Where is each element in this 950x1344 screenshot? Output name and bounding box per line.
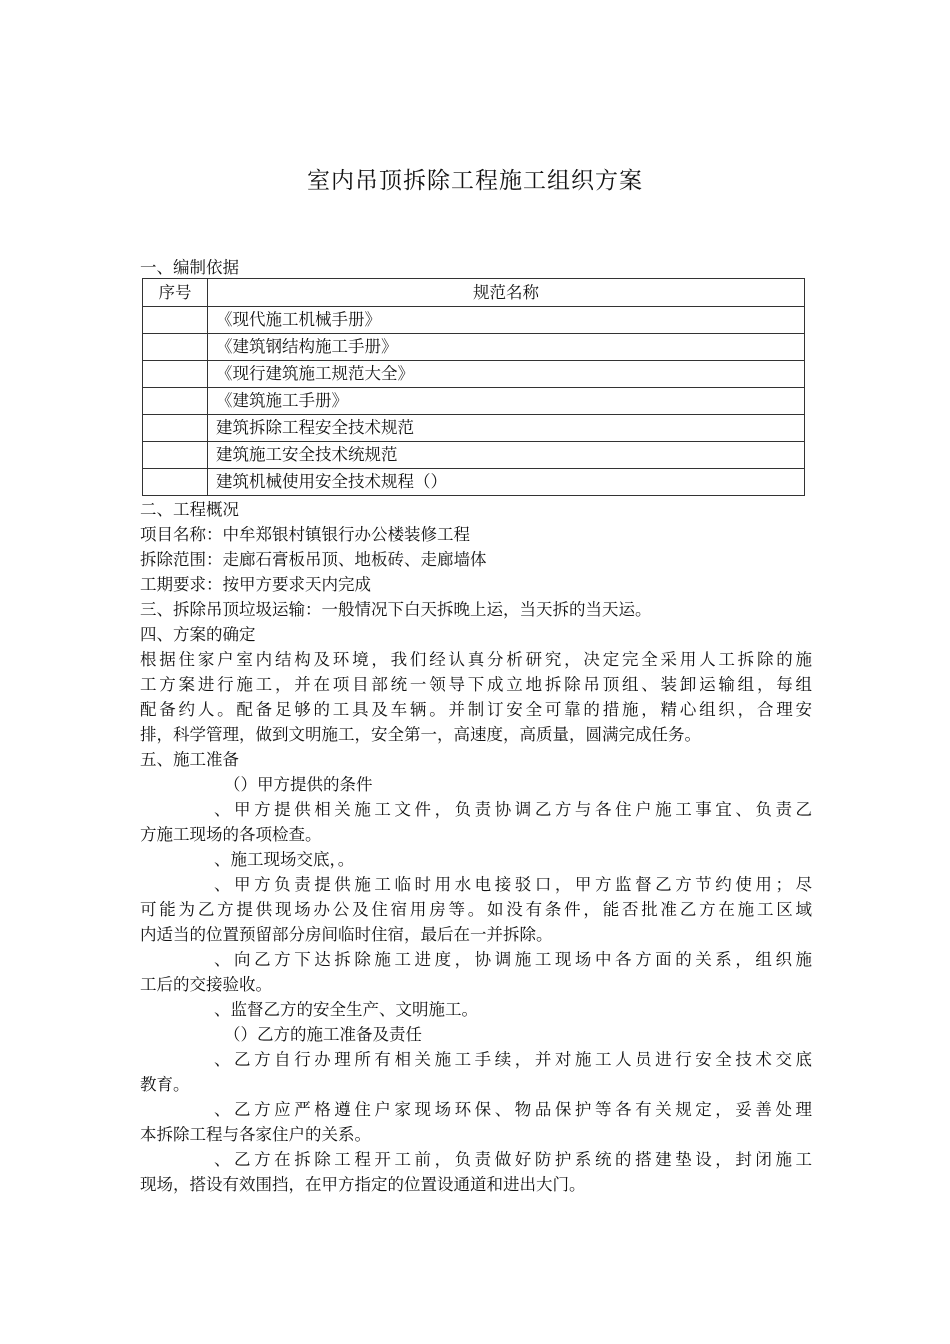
column-header-name: 规范名称 [208, 279, 805, 307]
text-line: 内适当的位置预留部分房间临时住宿，最后在一并拆除。 [140, 925, 553, 944]
text-line: 、监督乙方的安全生产、文明施工。 [214, 1000, 478, 1019]
table-cell-name: 《建筑钢结构施工手册》 [208, 334, 805, 361]
text-line: 、乙方应严格遵住户家现场环保、物品保护等各有关规定，妥善处理 [214, 1100, 812, 1119]
table-row [143, 388, 805, 415]
text-line: 、甲方负责提供施工临时用水电接驳口，甲方监督乙方节约使用；尽 [214, 875, 812, 894]
text-line: 、施工现场交底，。 [214, 850, 355, 869]
reference-table [142, 278, 805, 496]
subheading-party-a: （）甲方提供的条件 [224, 775, 373, 794]
table-cell-name: 《现行建筑施工规范大全》 [208, 361, 805, 388]
text-line: 配备约人。配备足够的工具及车辆。并制订安全可靠的措施，精心组织，合理安 [140, 700, 812, 719]
text-line: 教育。 [140, 1075, 190, 1094]
document-title: 室内吊顶拆除工程施工组织方案 [307, 168, 643, 194]
table-row [143, 334, 805, 361]
text-line: 工方案进行施工，并在项目部统一领导下成立地拆除吊顶组、装卸运输组，每组 [140, 675, 812, 694]
text-line: 工期要求：按甲方要求天内完成 [140, 575, 371, 594]
table-header-row [143, 279, 805, 307]
text-line: 方施工现场的各项检查。 [140, 825, 322, 844]
table-row [143, 442, 805, 469]
text-line: 可能为乙方提供现场办公及住宿用房等。如没有条件，能否批准乙方在施工区域 [140, 900, 812, 919]
table-row [143, 469, 805, 496]
table-cell-name: 建筑施工安全技术统规范 [208, 442, 805, 469]
subheading-party-b: （）乙方的施工准备及责任 [224, 1025, 422, 1044]
text-line: 本拆除工程与各家住户的关系。 [140, 1125, 371, 1144]
table-cell-name: 建筑机械使用安全技术规程（） [208, 469, 805, 496]
text-line: 排，科学管理，做到文明施工，安全第一，高速度，高质量，圆满完成任务。 [140, 725, 701, 744]
table-cell-name: 《建筑施工手册》 [208, 388, 805, 415]
section-heading-plan: 四、方案的确定 [140, 625, 256, 644]
text-line: 项目名称：中牟郑银村镇银行办公楼装修工程 [140, 525, 470, 544]
table-row [143, 307, 805, 334]
text-line: 、乙方自行办理所有相关施工手续，并对施工人员进行安全技术交底 [214, 1050, 812, 1069]
text-line: 现场，搭设有效围挡，在甲方指定的位置设通道和进出大门。 [140, 1175, 586, 1194]
column-header-number: 序号 [143, 279, 208, 307]
text-line: 、甲方提供相关施工文件，负责协调乙方与各住户施工事宜、负责乙 [214, 800, 812, 819]
table-cell-name: 建筑拆除工程安全技术规范 [208, 415, 805, 442]
text-line: 工后的交接验收。 [140, 975, 272, 994]
section-heading-basis: 一、编制依据 [140, 258, 239, 277]
table-row [143, 361, 805, 388]
text-line: 、向乙方下达拆除施工进度，协调施工现场中各方面的关系，组织施 [214, 950, 812, 969]
section-heading-transport: 三、拆除吊顶垃圾运输：一般情况下白天拆晚上运，当天拆的当天运。 [140, 600, 652, 619]
text-line: 根据住家户室内结构及环境，我们经认真分析研究，决定完全采用人工拆除的施 [140, 650, 812, 669]
table-cell-name: 《现代施工机械手册》 [208, 307, 805, 334]
text-line: 、乙方在拆除工程开工前，负责做好防护系统的搭建垫设，封闭施工 [214, 1150, 812, 1169]
section-heading-overview: 二、工程概况 [140, 500, 239, 519]
table-row [143, 415, 805, 442]
text-line: 拆除范围：走廊石膏板吊顶、地板砖、走廊墙体 [140, 550, 487, 569]
section-heading-prep: 五、施工准备 [140, 750, 239, 769]
